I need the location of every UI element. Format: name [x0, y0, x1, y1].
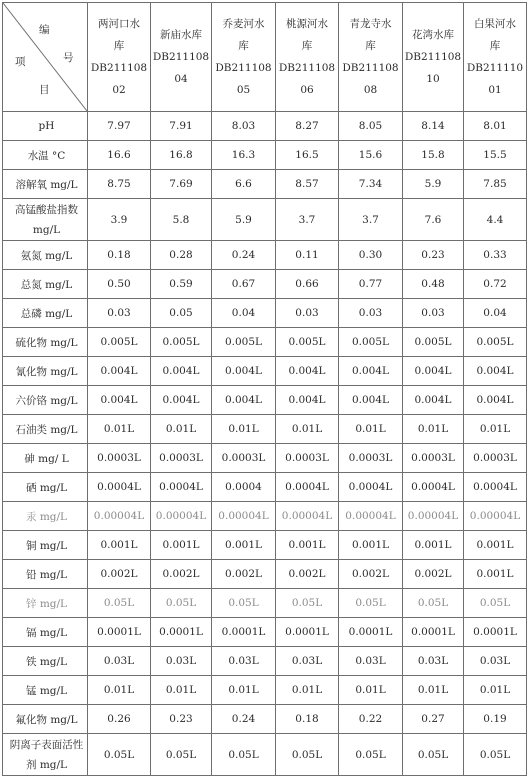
- parameter-label: 阴离子表面活性剂 mg/L: [3, 734, 88, 776]
- column-header-content: [88, 13, 150, 101]
- measurement-value: 0.05L: [276, 734, 339, 776]
- measurement-value: 0.05: [151, 299, 212, 328]
- measurement-value: 0.66: [276, 270, 339, 299]
- measurement-value: 0.03L: [276, 647, 339, 676]
- measurement-value: 0.0004L: [339, 473, 403, 502]
- measurement-value: 0.26: [88, 705, 151, 734]
- measurement-value: 0.01L: [88, 415, 151, 444]
- measurement-value: 7.91: [151, 112, 212, 141]
- column-header: [212, 3, 276, 112]
- column-header-content: [276, 13, 338, 101]
- parameter-label: 溶解氧 mg/L: [3, 170, 88, 199]
- column-header: [276, 3, 339, 112]
- reservoir-name: 库: [113, 40, 125, 52]
- measurement-value: 0.05L: [403, 734, 464, 776]
- measurement-value: 0.002L: [403, 560, 464, 589]
- corner-label-bian: 编: [39, 24, 50, 36]
- column-header: [151, 3, 212, 112]
- table-row: [3, 386, 527, 415]
- measurement-value: 0.001L: [276, 531, 339, 560]
- measurement-value: 0.001L: [88, 531, 151, 560]
- reservoir-name: 青龙寺水: [349, 18, 392, 30]
- measurement-value: 0.002L: [276, 560, 339, 589]
- reservoir-name: 库: [301, 40, 313, 52]
- measurement-value: 0.05L: [88, 734, 151, 776]
- measurement-value: 5.9: [403, 170, 464, 199]
- reservoir-name: 库: [238, 40, 249, 52]
- measurement-value: 0.0001L: [464, 618, 527, 647]
- reservoir-name: 乔麦河水: [222, 18, 265, 30]
- measurement-value: 16.3: [212, 141, 276, 170]
- measurement-value: 8.01: [464, 112, 527, 141]
- measurement-value: 0.001L: [151, 531, 212, 560]
- table-row: [3, 328, 527, 357]
- measurement-value: 0.11: [276, 241, 339, 270]
- measurement-value: 0.002L: [339, 560, 403, 589]
- measurement-value: 0.0004L: [464, 473, 527, 502]
- measurement-value: 0.05L: [464, 734, 527, 776]
- site-code: 04: [174, 73, 188, 85]
- measurement-value: 0.01L: [88, 676, 151, 705]
- measurement-value: 0.004L: [339, 386, 403, 415]
- measurement-value: 0.005L: [339, 328, 403, 357]
- measurement-value: 0.23: [151, 705, 212, 734]
- measurement-value: 0.004L: [464, 386, 527, 415]
- measurement-value: 0.0003L: [151, 444, 212, 473]
- reservoir-name: 库: [489, 40, 501, 52]
- measurement-value: 0.03L: [403, 647, 464, 676]
- measurement-value: 0.01L: [151, 415, 212, 444]
- measurement-value: 0.05L: [151, 734, 212, 776]
- measurement-value: 0.05L: [339, 734, 403, 776]
- measurement-value: 0.72: [464, 270, 527, 299]
- site-code: DB211108: [404, 51, 462, 63]
- measurement-value: 0.004L: [339, 357, 403, 386]
- measurement-value: 0.01L: [403, 415, 464, 444]
- measurement-value: 0.05L: [88, 589, 151, 618]
- reservoir-name: 两河口水: [98, 18, 140, 30]
- measurement-value: 0.01L: [212, 676, 276, 705]
- parameter-label: 氰化物 mg/L: [3, 357, 88, 386]
- measurement-value: 0.004L: [403, 357, 464, 386]
- measurement-value: 0.00004L: [276, 502, 339, 531]
- measurement-value: 0.27: [403, 705, 464, 734]
- measurement-value: 3.9: [88, 199, 151, 241]
- measurement-value: 16.6: [88, 141, 151, 170]
- measurement-value: 0.005L: [88, 328, 151, 357]
- measurement-value: 0.00004L: [212, 502, 276, 531]
- measurement-value: 8.05: [339, 112, 403, 141]
- measurement-value: 0.0004L: [403, 473, 464, 502]
- column-header: [88, 3, 151, 112]
- measurement-value: 0.0003L: [339, 444, 403, 473]
- measurement-value: 0.0001L: [276, 618, 339, 647]
- measurement-value: 0.24: [212, 705, 276, 734]
- corner-label-hao: 号: [63, 52, 74, 64]
- site-code: DB211108: [90, 62, 148, 74]
- measurement-value: 0.0003L: [464, 444, 527, 473]
- measurement-value: 0.03: [339, 299, 403, 328]
- header-row: [3, 3, 527, 112]
- parameter-label: 水温 °C: [3, 141, 88, 170]
- column-header: [464, 3, 527, 112]
- measurement-value: 0.001L: [339, 531, 403, 560]
- measurement-value: 0.01L: [339, 676, 403, 705]
- measurement-value: 0.001L: [403, 531, 464, 560]
- parameter-label: 铁 mg/L: [3, 647, 88, 676]
- parameter-label: 氟化物 mg/L: [3, 705, 88, 734]
- measurement-value: 0.002L: [212, 560, 276, 589]
- measurement-value: 16.5: [276, 141, 339, 170]
- site-code: 08: [363, 84, 378, 96]
- table-row: [3, 734, 527, 776]
- column-header: [339, 3, 403, 112]
- measurement-value: 15.5: [464, 141, 527, 170]
- measurement-value: 15.8: [403, 141, 464, 170]
- measurement-value: 0.18: [276, 705, 339, 734]
- measurement-value: 0.00004L: [151, 502, 212, 531]
- parameter-label: 锰 mg/L: [3, 676, 88, 705]
- table-row: [3, 676, 527, 705]
- site-code: 06: [300, 84, 314, 96]
- table-row: [3, 473, 527, 502]
- parameter-label: 锌 mg/L: [3, 589, 88, 618]
- measurement-value: 7.34: [339, 170, 403, 199]
- measurement-value: 8.75: [88, 170, 151, 199]
- measurement-value: 0.05L: [212, 734, 276, 776]
- measurement-value: 0.05L: [151, 589, 212, 618]
- parameter-label: 氨氮 mg/L: [3, 241, 88, 270]
- column-header-content: [403, 24, 463, 90]
- site-code: DB211108: [215, 62, 272, 74]
- water-quality-table: [2, 2, 527, 776]
- measurement-value: 0.0004L: [276, 473, 339, 502]
- measurement-value: 0.05L: [464, 589, 527, 618]
- measurement-value: 0.03L: [88, 647, 151, 676]
- measurement-value: 0.0003L: [88, 444, 151, 473]
- measurement-value: 4.4: [464, 199, 527, 241]
- measurement-value: 6.6: [212, 170, 276, 199]
- measurement-value: 16.8: [151, 141, 212, 170]
- measurement-value: 0.00004L: [339, 502, 403, 531]
- site-code: DB211108: [152, 51, 210, 63]
- column-header-content: [339, 13, 402, 101]
- site-code: 02: [112, 84, 126, 96]
- measurement-value: 5.8: [151, 199, 212, 241]
- measurement-value: 0.0001L: [403, 618, 464, 647]
- measurement-value: 0.03: [88, 299, 151, 328]
- measurement-value: 0.01L: [403, 676, 464, 705]
- measurement-value: 7.85: [464, 170, 527, 199]
- parameter-label: pH: [3, 112, 88, 141]
- site-code: DB211108: [342, 62, 399, 74]
- measurement-value: 0.01L: [212, 415, 276, 444]
- measurement-value: 8.57: [276, 170, 339, 199]
- parameter-label: 石油类 mg/L: [3, 415, 88, 444]
- corner-label-mu: 目: [39, 84, 50, 96]
- site-code: DB211108: [278, 62, 336, 74]
- reservoir-name: 新庙水库: [160, 29, 202, 41]
- parameter-label: 硫化物 mg/L: [3, 328, 88, 357]
- column-header-content: [212, 13, 275, 101]
- table-row: [3, 531, 527, 560]
- measurement-value: 0.001L: [464, 560, 527, 589]
- table-row: [3, 170, 527, 199]
- measurement-value: 0.0001L: [339, 618, 403, 647]
- measurement-value: 0.01L: [339, 415, 403, 444]
- table-row: [3, 112, 527, 141]
- parameter-label: 高锰酸盐指数 mg/L: [3, 199, 88, 241]
- measurement-value: 0.004L: [88, 386, 151, 415]
- measurement-value: 0.01L: [464, 415, 527, 444]
- measurement-value: 0.19: [464, 705, 527, 734]
- parameter-label: 六价铬 mg/L: [3, 386, 88, 415]
- measurement-value: 0.0004L: [151, 473, 212, 502]
- measurement-value: 0.01L: [276, 415, 339, 444]
- measurement-value: 7.97: [88, 112, 151, 141]
- measurement-value: 0.03L: [212, 647, 276, 676]
- parameter-label: 铜 mg/L: [3, 531, 88, 560]
- measurement-value: 0.004L: [151, 386, 212, 415]
- site-code: 01: [488, 84, 502, 96]
- corner-label-xiang: 项: [15, 56, 26, 68]
- parameter-label: 总磷 mg/L: [3, 299, 88, 328]
- measurement-value: 0.005L: [276, 328, 339, 357]
- column-header: [403, 3, 464, 112]
- measurement-value: 0.03L: [464, 647, 527, 676]
- measurement-value: 0.00004L: [464, 502, 527, 531]
- measurement-value: 0.03: [276, 299, 339, 328]
- measurement-value: 0.004L: [464, 357, 527, 386]
- measurement-value: 0.28: [151, 241, 212, 270]
- measurement-value: 0.001L: [212, 531, 276, 560]
- table-row: [3, 270, 527, 299]
- measurement-value: 0.01L: [151, 676, 212, 705]
- table-row: [3, 618, 527, 647]
- measurement-value: 0.0001L: [88, 618, 151, 647]
- table-row: [3, 141, 527, 170]
- measurement-value: 0.004L: [212, 386, 276, 415]
- measurement-value: 0.24: [212, 241, 276, 270]
- measurement-value: 0.004L: [276, 357, 339, 386]
- measurement-value: 0.23: [403, 241, 464, 270]
- measurement-value: 0.004L: [151, 357, 212, 386]
- measurement-value: 0.01L: [276, 676, 339, 705]
- measurement-value: 0.0004L: [88, 473, 151, 502]
- measurement-value: 0.05L: [339, 589, 403, 618]
- measurement-value: 0.67: [212, 270, 276, 299]
- measurement-value: 0.59: [151, 270, 212, 299]
- measurement-value: 0.00004L: [88, 502, 151, 531]
- table-row: [3, 444, 527, 473]
- table-row: [3, 647, 527, 676]
- measurement-value: 0.004L: [88, 357, 151, 386]
- measurement-value: 0.03L: [339, 647, 403, 676]
- measurement-value: 0.0003L: [212, 444, 276, 473]
- measurement-value: 0.0003L: [276, 444, 339, 473]
- corner-header-cell: [3, 3, 88, 112]
- table-row: [3, 199, 527, 241]
- measurement-value: 0.03L: [151, 647, 212, 676]
- measurement-value: 0.33: [464, 241, 527, 270]
- measurement-value: 3.7: [276, 199, 339, 241]
- table-row: [3, 502, 527, 531]
- measurement-value: 0.04: [212, 299, 276, 328]
- measurement-value: 0.005L: [151, 328, 212, 357]
- measurement-value: 0.18: [88, 241, 151, 270]
- site-code: 05: [236, 84, 251, 96]
- parameter-label: 铅 mg/L: [3, 560, 88, 589]
- measurement-value: 0.001L: [464, 531, 527, 560]
- measurement-value: 0.0003L: [403, 444, 464, 473]
- reservoir-name: 库: [365, 40, 376, 52]
- measurement-value: 0.005L: [464, 328, 527, 357]
- measurement-value: 8.14: [403, 112, 464, 141]
- table-row: [3, 589, 527, 618]
- measurement-value: 5.9: [212, 199, 276, 241]
- measurement-value: 15.6: [339, 141, 403, 170]
- measurement-value: 0.48: [403, 270, 464, 299]
- parameter-label: 镉 mg/L: [3, 618, 88, 647]
- measurement-value: 0.77: [339, 270, 403, 299]
- measurement-value: 0.004L: [276, 386, 339, 415]
- column-header-content: [464, 13, 526, 101]
- table-row: [3, 299, 527, 328]
- measurement-value: 0.0004: [212, 473, 276, 502]
- parameter-label: 总氮 mg/L: [3, 270, 88, 299]
- reservoir-name: 白果河水: [474, 18, 516, 30]
- measurement-value: 0.04: [464, 299, 527, 328]
- parameter-label: 砷 mg/ L: [3, 444, 88, 473]
- measurement-value: 0.004L: [403, 386, 464, 415]
- measurement-value: 0.002L: [88, 560, 151, 589]
- reservoir-name: 桃源河水: [286, 18, 328, 30]
- measurement-value: 0.22: [339, 705, 403, 734]
- measurement-value: 0.005L: [212, 328, 276, 357]
- measurement-value: 0.005L: [403, 328, 464, 357]
- measurement-value: 7.6: [403, 199, 464, 241]
- measurement-value: 0.002L: [151, 560, 212, 589]
- table-row: [3, 560, 527, 589]
- site-code: 10: [426, 73, 440, 85]
- table-row: [3, 415, 527, 444]
- measurement-value: 0.30: [339, 241, 403, 270]
- measurement-value: 0.03: [403, 299, 464, 328]
- table-body: [3, 112, 527, 776]
- column-header-content: [151, 24, 211, 90]
- measurement-value: 0.004L: [212, 357, 276, 386]
- measurement-value: 0.05L: [403, 589, 464, 618]
- reservoir-name: 花湾水库: [412, 29, 454, 41]
- measurement-value: 0.0001L: [212, 618, 276, 647]
- measurement-value: 8.03: [212, 112, 276, 141]
- table-row: [3, 357, 527, 386]
- table-row: [3, 241, 527, 270]
- measurement-value: 0.00004L: [403, 502, 464, 531]
- table-row: [3, 705, 527, 734]
- measurement-value: 0.01L: [464, 676, 527, 705]
- measurement-value: 3.7: [339, 199, 403, 241]
- measurement-value: 8.27: [276, 112, 339, 141]
- parameter-label: 硒 mg/L: [3, 473, 88, 502]
- measurement-value: 7.69: [151, 170, 212, 199]
- measurement-value: 0.05L: [276, 589, 339, 618]
- parameter-label: 汞 mg/L: [3, 502, 88, 531]
- measurement-value: 0.50: [88, 270, 151, 299]
- site-code: DB211110: [466, 62, 524, 74]
- measurement-value: 0.05L: [212, 589, 276, 618]
- measurement-value: 0.0001L: [151, 618, 212, 647]
